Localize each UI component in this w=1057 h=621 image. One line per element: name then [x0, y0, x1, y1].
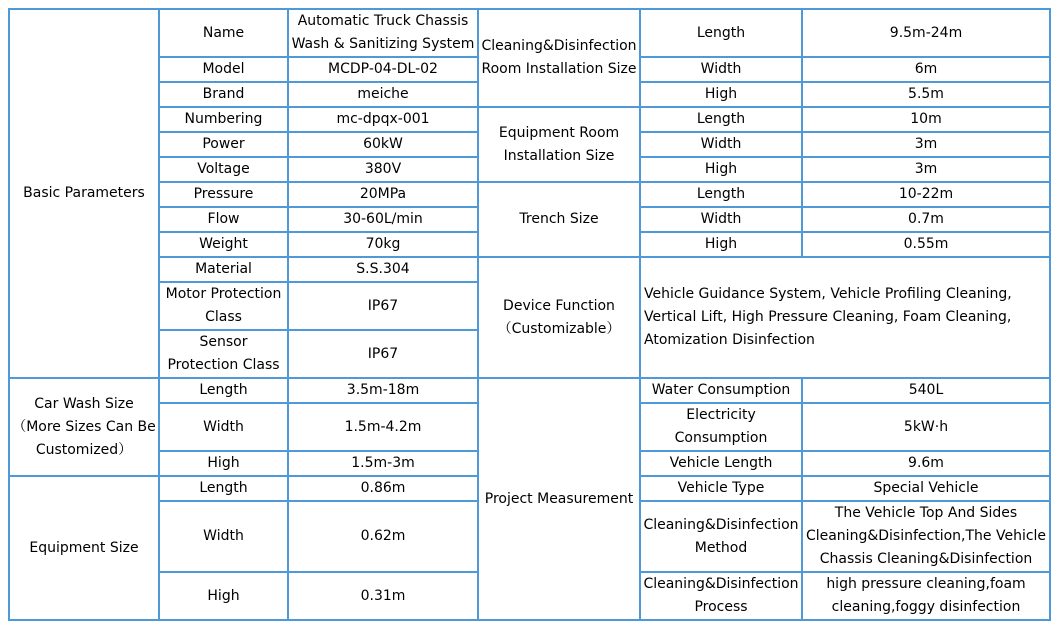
value-equipment-length: 0.86m: [288, 476, 478, 501]
label-cleaning-room-width: Width: [640, 57, 802, 82]
section-trench-size: Trench Size: [478, 182, 640, 257]
label-car-wash-width: Width: [159, 403, 288, 451]
label-sensor-protection-class: Sensor Protection Class: [159, 330, 288, 378]
value-trench-width: 0.7m: [802, 207, 1050, 232]
value-motor-protection-class: IP67: [288, 282, 478, 330]
value-model: MCDP-04-DL-02: [288, 57, 478, 82]
label-car-wash-length: Length: [159, 378, 288, 403]
label-equipment-room-length: Length: [640, 107, 802, 132]
value-cleaning-process: high pressure cleaning,foam cleaning,foggy disinfection: [802, 572, 1050, 620]
label-cleaning-room-length: Length: [640, 9, 802, 57]
label-equipment-width: Width: [159, 501, 288, 572]
value-car-wash-high: 1.5m-3m: [288, 451, 478, 476]
section-project-measurement: Project Measurement: [478, 378, 640, 620]
value-trench-length: 10-22m: [802, 182, 1050, 207]
value-water-consumption: 540L: [802, 378, 1050, 403]
value-vehicle-type: Special Vehicle: [802, 476, 1050, 501]
value-trench-high: 0.55m: [802, 232, 1050, 257]
label-trench-width: Width: [640, 207, 802, 232]
section-car-wash-size: Car Wash Size （More Sizes Can Be Customized）: [9, 378, 159, 476]
label-voltage: Voltage: [159, 157, 288, 182]
label-water-consumption: Water Consumption: [640, 378, 802, 403]
value-brand: meiche: [288, 82, 478, 107]
section-device-function: Device Function （Customizable）: [478, 257, 640, 378]
section-basic-parameters: Basic Parameters: [9, 9, 159, 378]
value-voltage: 380V: [288, 157, 478, 182]
value-cleaning-room-length: 9.5m-24m: [802, 9, 1050, 57]
label-numbering: Numbering: [159, 107, 288, 132]
label-model: Model: [159, 57, 288, 82]
value-power: 60kW: [288, 132, 478, 157]
label-weight: Weight: [159, 232, 288, 257]
spec-table: [8, 8, 1051, 621]
value-cleaning-room-width: 6m: [802, 57, 1050, 82]
value-flow: 30-60L/min: [288, 207, 478, 232]
label-trench-high: High: [640, 232, 802, 257]
value-device-function: Vehicle Guidance System, Vehicle Profiling Cleaning, Vertical Lift, High Pressure Cleaning, Foam Cleaning, Atomization Disinfection: [640, 257, 1050, 378]
value-weight: 70kg: [288, 232, 478, 257]
label-equipment-length: Length: [159, 476, 288, 501]
label-equipment-room-width: Width: [640, 132, 802, 157]
value-pressure: 20MPa: [288, 182, 478, 207]
label-pressure: Pressure: [159, 182, 288, 207]
label-motor-protection-class: Motor Protection Class: [159, 282, 288, 330]
label-equipment-room-high: High: [640, 157, 802, 182]
value-numbering: mc-dpqx-001: [288, 107, 478, 132]
value-equipment-room-width: 3m: [802, 132, 1050, 157]
label-equipment-high: High: [159, 572, 288, 620]
value-equipment-room-length: 10m: [802, 107, 1050, 132]
value-name: Automatic Truck Chassis Wash & Sanitizing System: [288, 9, 478, 57]
value-vehicle-length: 9.6m: [802, 451, 1050, 476]
label-vehicle-type: Vehicle Type: [640, 476, 802, 501]
label-brand: Brand: [159, 82, 288, 107]
label-cleaning-method: Cleaning&Disinfection Method: [640, 501, 802, 572]
value-cleaning-method: The Vehicle Top And Sides Cleaning&Disinfection,The Vehicle Chassis Cleaning&Disinfection: [802, 501, 1050, 572]
value-car-wash-length: 3.5m-18m: [288, 378, 478, 403]
label-trench-length: Length: [640, 182, 802, 207]
label-name: Name: [159, 9, 288, 57]
label-power: Power: [159, 132, 288, 157]
value-equipment-width: 0.62m: [288, 501, 478, 572]
label-material: Material: [159, 257, 288, 282]
value-equipment-room-high: 3m: [802, 157, 1050, 182]
value-material: S.S.304: [288, 257, 478, 282]
value-car-wash-width: 1.5m-4.2m: [288, 403, 478, 451]
label-cleaning-room-high: High: [640, 82, 802, 107]
value-sensor-protection-class: IP67: [288, 330, 478, 378]
label-cleaning-process: Cleaning&Disinfection Process: [640, 572, 802, 620]
value-electricity-consumption: 5kW·h: [802, 403, 1050, 451]
label-car-wash-high: High: [159, 451, 288, 476]
label-vehicle-length: Vehicle Length: [640, 451, 802, 476]
value-equipment-high: 0.31m: [288, 572, 478, 620]
value-cleaning-room-high: 5.5m: [802, 82, 1050, 107]
section-equipment-room: Equipment Room Installation Size: [478, 107, 640, 182]
section-cleaning-room: Cleaning&Disinfection Room Installation Size: [478, 9, 640, 107]
label-flow: Flow: [159, 207, 288, 232]
label-electricity-consumption: Electricity Consumption: [640, 403, 802, 451]
section-equipment-size: Equipment Size: [9, 476, 159, 620]
